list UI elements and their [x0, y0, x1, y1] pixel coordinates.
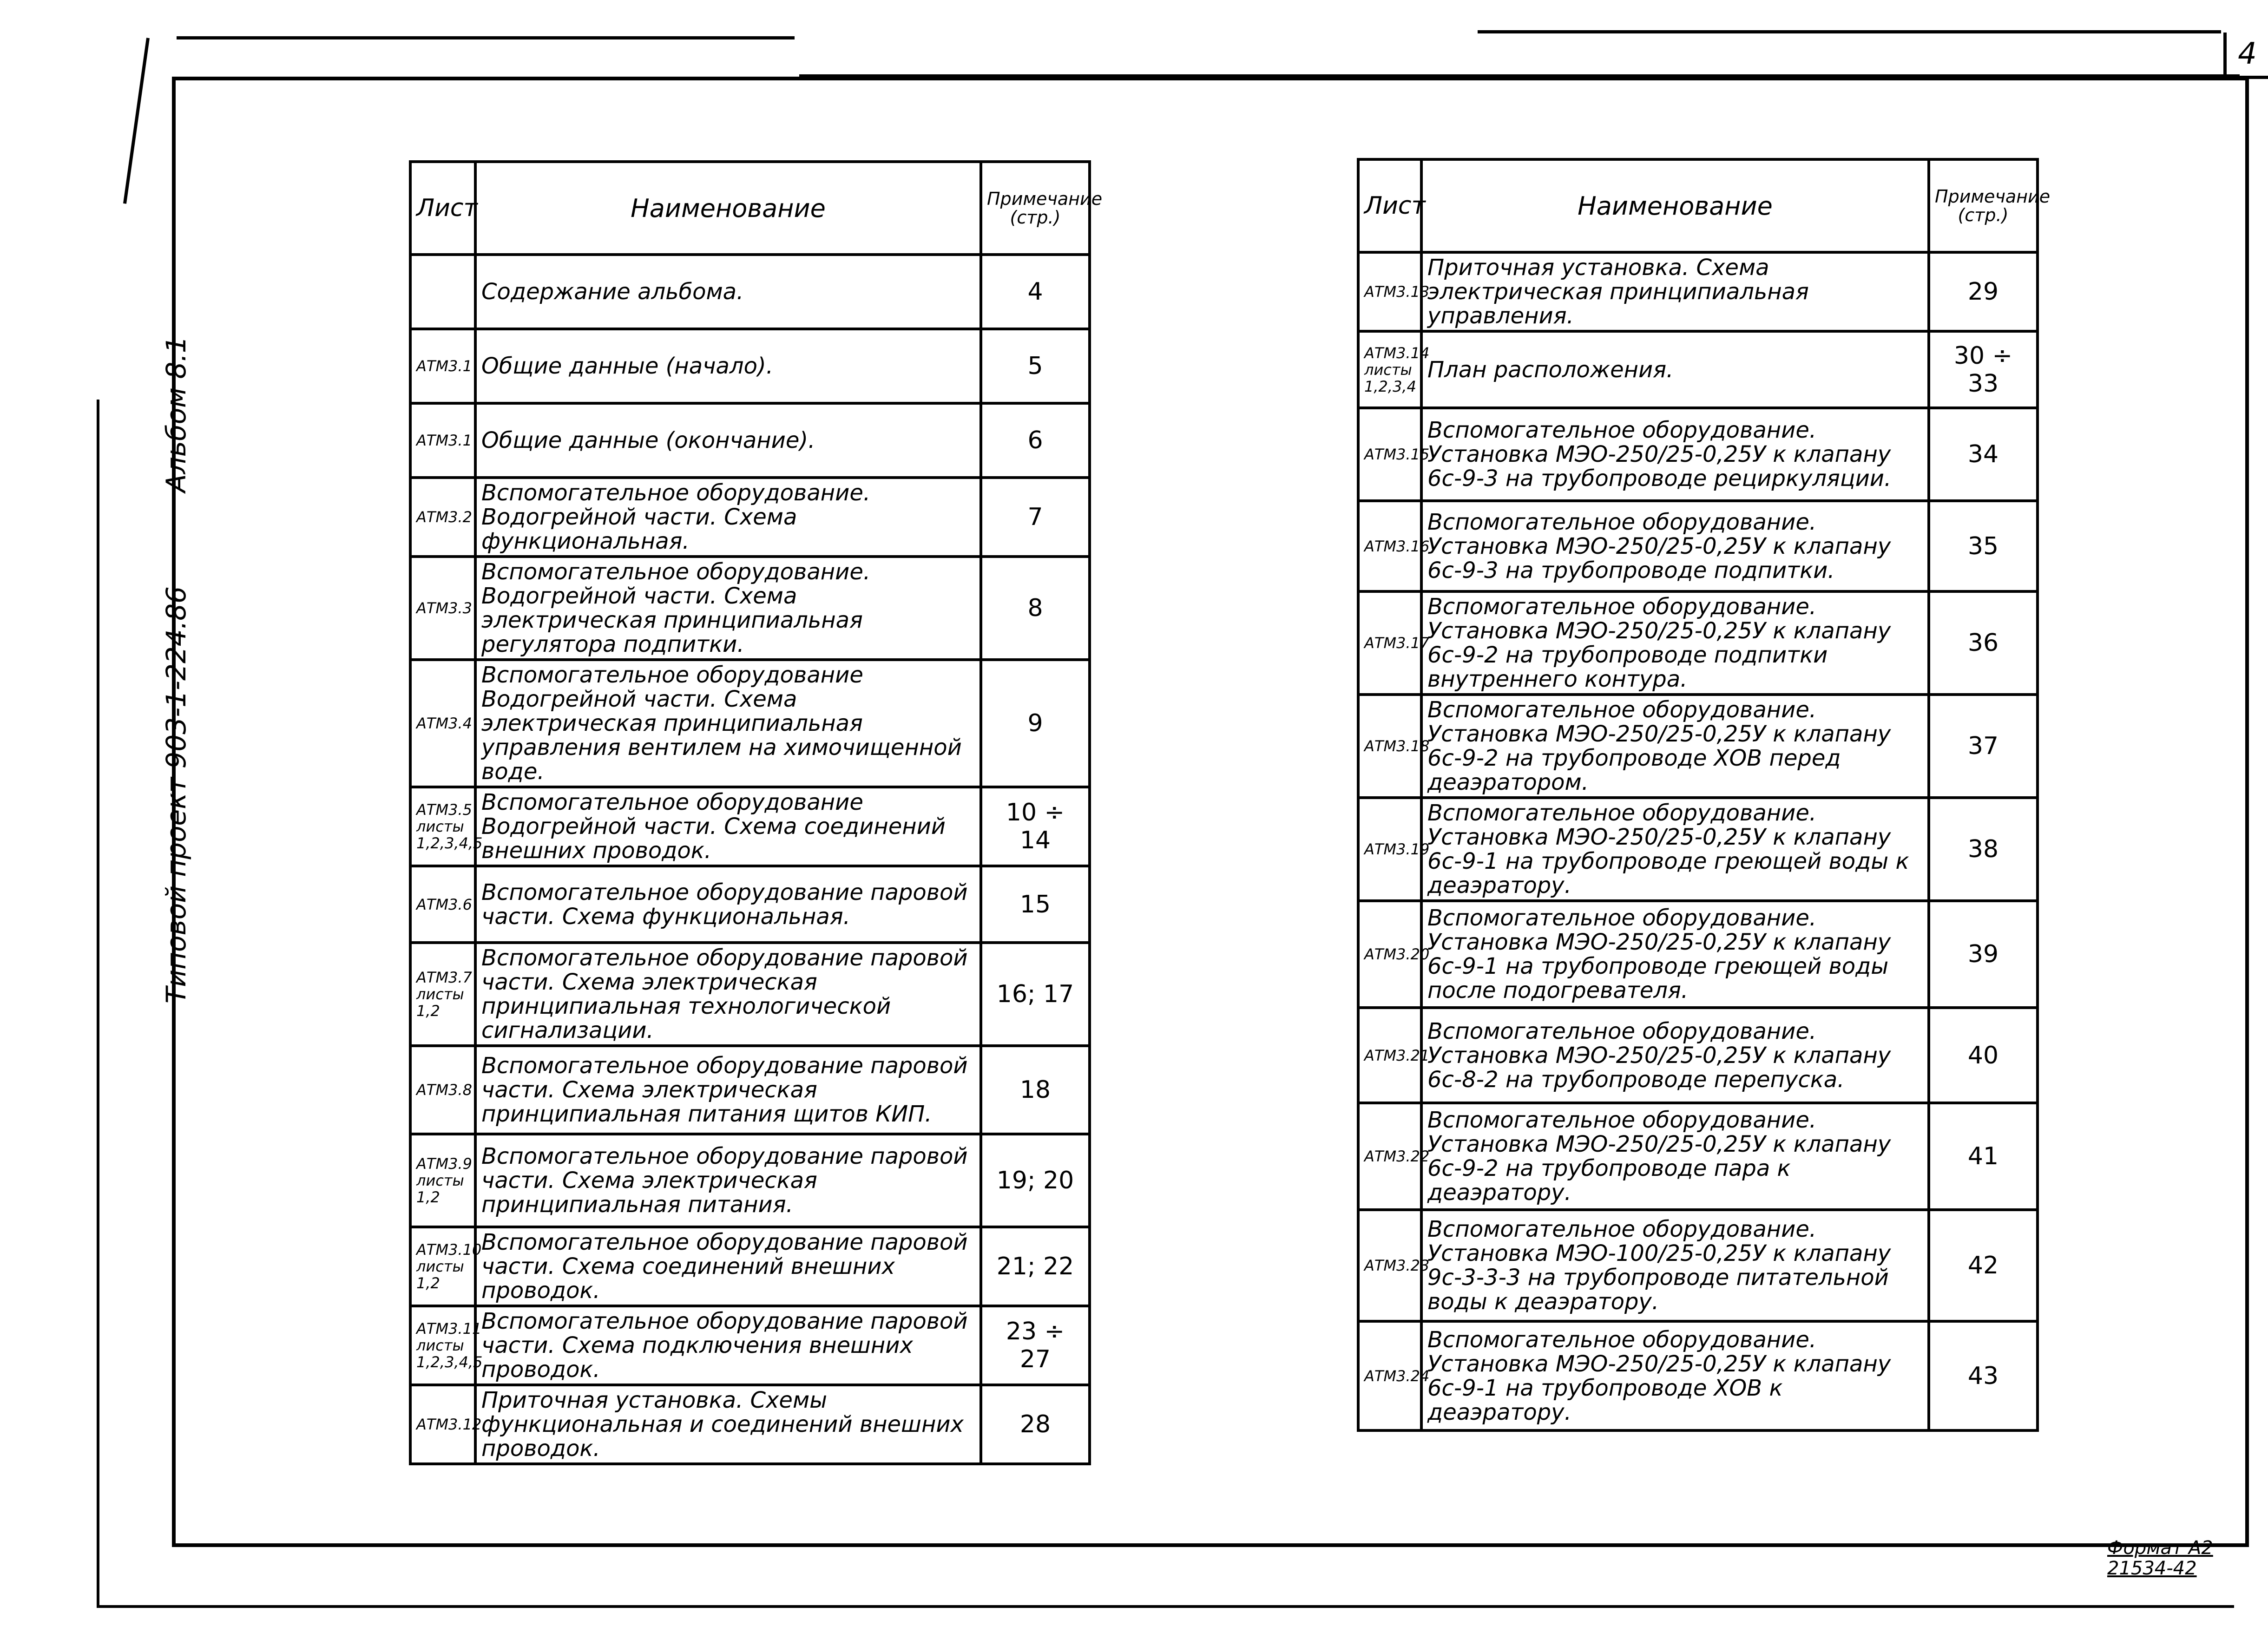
- name-cell: Вспомогательное оборудование паровой части. Схема подключения внешних проводок.: [475, 1306, 981, 1385]
- note-cell: 7: [981, 478, 1090, 557]
- name-cell: Вспомогательное оборудование. Установка МЭО-100/25-0,25У к клапану 9с-3-3-3 на трубопроводе питательной воды к деаэратору.: [1421, 1210, 1929, 1321]
- table-header-row: [1358, 159, 2038, 252]
- name-cell: Вспомогательное оборудование паровой части. Схема электрическая принципиальная питания.: [475, 1134, 981, 1227]
- sheet-cell: АТМ3.15: [1358, 408, 1421, 501]
- table-row: [410, 329, 1090, 403]
- name-cell: Вспомогательное оборудование. Установка МЭО-250/25-0,25У к клапану 6с-9-2 на трубопроводе ХОВ перед деаэратором.: [1421, 695, 1929, 798]
- top-border-line-right: [1478, 30, 2221, 33]
- table-row: [410, 403, 1090, 478]
- table-row: [1358, 408, 2038, 501]
- note-cell: 15: [981, 866, 1090, 943]
- left-edge-line: [97, 400, 99, 1607]
- name-cell: Вспомогательное оборудование Водогрейной части. Схема электрическая принципиальная управления вентилем на химочищенной воде.: [475, 660, 981, 787]
- note-cell: 18: [981, 1046, 1090, 1134]
- table-row: [410, 787, 1090, 866]
- name-cell: Вспомогательное оборудование паровой части. Схема соединений внешних проводок.: [475, 1227, 981, 1306]
- sheet-cell: АТМ3.14 листы 1,2,3,4: [1358, 331, 1421, 408]
- note-cell: 6: [981, 403, 1090, 478]
- name-cell: Вспомогательное оборудование. Установка МЭО-250/25-0,25У к клапану 6с-8-2 на трубопроводе перепуска.: [1421, 1008, 1929, 1103]
- note-cell: 10 ÷ 14: [981, 787, 1090, 866]
- sheet-cell: АТМ3.20: [1358, 901, 1421, 1008]
- name-cell: Вспомогательное оборудование. Установка МЭО-250/25-0,25У к клапану 6с-9-3 на трубопроводе подпитки.: [1421, 501, 1929, 591]
- project-title: Типовой проект 903-1-224.86: [160, 586, 192, 1003]
- table-row: [1358, 1008, 2038, 1103]
- sheet-cell: [410, 255, 475, 329]
- sheet-cell: АТМ3.22: [1358, 1103, 1421, 1210]
- header-name: Наименование: [475, 162, 981, 255]
- sheet-cell: АТМ3.1: [410, 403, 475, 478]
- note-cell: 38: [1929, 798, 2038, 901]
- contents-table-left: [409, 160, 1103, 1465]
- name-cell: Вспомогательное оборудование. Установка МЭО-250/25-0,25У к клапану 6с-9-2 на трубопроводе подпитки внутреннего контура.: [1421, 591, 1929, 695]
- note-cell: 9: [981, 660, 1090, 787]
- note-cell: 19; 20: [981, 1134, 1090, 1227]
- table-row: [1358, 1210, 2038, 1321]
- drawing-code: 21534-42: [2107, 1558, 2197, 1579]
- sheet-number-box: [2223, 33, 2268, 79]
- sheet-cell: АТМ3.12: [410, 1385, 475, 1464]
- table-row: [410, 1385, 1090, 1464]
- table-row: [410, 1306, 1090, 1385]
- album-title: Альбом 8.1: [160, 336, 192, 492]
- header-sheet: Лист: [410, 162, 475, 255]
- table-row: [410, 255, 1090, 329]
- table-row: [1358, 591, 2038, 695]
- header-note-line1: Примечание: [987, 189, 1103, 209]
- name-cell: План расположения.: [1421, 331, 1929, 408]
- format-label: Формат А2: [2107, 1537, 2213, 1559]
- table-row: [410, 1134, 1090, 1227]
- header-sheet: Лист: [1358, 159, 1421, 252]
- sheet-cell: АТМ3.16: [1358, 501, 1421, 591]
- note-cell: 41: [1929, 1103, 2038, 1210]
- note-cell: 8: [981, 557, 1090, 660]
- name-cell: Приточная установка. Схема электрическая принципиальная управления.: [1421, 252, 1929, 331]
- note-cell: 30 ÷ 33: [1929, 331, 2038, 408]
- note-cell: 21; 22: [981, 1227, 1090, 1306]
- table-row: [410, 943, 1090, 1046]
- sheet-cell: АТМ3.1: [410, 329, 475, 403]
- table-header-row: [410, 162, 1090, 255]
- name-cell: Вспомогательное оборудование. Установка МЭО-250/25-0,25У к клапану 6с-9-1 на трубопроводе греющей воды после подогревателя.: [1421, 901, 1929, 1008]
- sheet-cell: АТМ3.7 листы 1,2: [410, 943, 475, 1046]
- note-cell: 28: [981, 1385, 1090, 1464]
- sheet-cell: АТМ3.6: [410, 866, 475, 943]
- note-cell: 37: [1929, 695, 2038, 798]
- sheet-cell: АТМ3.5 листы 1,2,3,4,5: [410, 787, 475, 866]
- bottom-edge-line: [97, 1605, 2234, 1608]
- table-row: [1358, 695, 2038, 798]
- header-note-line2: (стр.): [1958, 205, 2009, 225]
- table-row: [1358, 501, 2038, 591]
- sheet-cell: АТМ3.18: [1358, 695, 1421, 798]
- note-cell: 29: [1929, 252, 2038, 331]
- sheet-cell: АТМ3.21: [1358, 1008, 1421, 1103]
- name-cell: Вспомогательное оборудование паровой части. Схема электрическая принципиальная технологической сигнализации.: [475, 943, 981, 1046]
- name-cell: Вспомогательное оборудование. Водогрейной части. Схема функциональная.: [475, 478, 981, 557]
- note-cell: 36: [1929, 591, 2038, 695]
- table-row: [1358, 1103, 2038, 1210]
- note-cell: 35: [1929, 501, 2038, 591]
- name-cell: Вспомогательное оборудование. Установка МЭО-250/25-0,25У к клапану 6с-9-1 на трубопроводе греющей воды к деаэратору.: [1421, 798, 1929, 901]
- name-cell: Общие данные (начало).: [475, 329, 981, 403]
- sheet-cell: АТМ3.2: [410, 478, 475, 557]
- name-cell: Содержание альбома.: [475, 255, 981, 329]
- sheet-cell: АТМ3.3: [410, 557, 475, 660]
- header-note: [1929, 159, 2051, 252]
- table-row: [410, 660, 1090, 787]
- note-cell: 40: [1929, 1008, 2038, 1103]
- name-cell: Приточная установка. Схемы функциональная и соединений внешних проводок.: [475, 1385, 981, 1464]
- table-row: [1358, 1321, 2038, 1430]
- sheet-cell: АТМ3.23: [1358, 1210, 1421, 1321]
- name-cell: Вспомогательное оборудование Водогрейной части. Схема соединений внешних проводок.: [475, 787, 981, 866]
- table-row: [410, 1046, 1090, 1134]
- name-cell: Вспомогательное оборудование. Водогрейной части. Схема электрическая принципиальная регулятора подпитки.: [475, 557, 981, 660]
- name-cell: Вспомогательное оборудование. Установка МЭО-250/25-0,25У к клапану 6с-9-1 на трубопроводе ХОВ к деаэратору.: [1421, 1321, 1929, 1430]
- table-row: [1358, 252, 2038, 331]
- note-cell: 43: [1929, 1321, 2038, 1430]
- header-note-line1: Примечание: [1935, 186, 2051, 207]
- note-cell: 39: [1929, 901, 2038, 1008]
- name-cell: Вспомогательное оборудование. Установка МЭО-250/25-0,25У к клапану 6с-9-2 на трубопроводе пара к деаэратору.: [1421, 1103, 1929, 1210]
- note-cell: 16; 17: [981, 943, 1090, 1046]
- sheet-cell: АТМ3.8: [410, 1046, 475, 1134]
- table-row: [410, 866, 1090, 943]
- format-stamp: [2107, 1538, 2213, 1579]
- note-cell: 34: [1929, 408, 2038, 501]
- note-cell: 42: [1929, 1210, 2038, 1321]
- name-cell: Вспомогательное оборудование паровой части. Схема электрическая принципиальная питания щитов КИП.: [475, 1046, 981, 1134]
- binding-line: [123, 38, 150, 203]
- sheet-cell: АТМ3.17: [1358, 591, 1421, 695]
- name-cell: Общие данные (окончание).: [475, 403, 981, 478]
- name-cell: Вспомогательное оборудование паровой части. Схема функциональная.: [475, 866, 981, 943]
- sheet-cell: АТМ3.13: [1358, 252, 1421, 331]
- top-border-line-left: [177, 36, 795, 39]
- header-note-line2: (стр.): [1010, 207, 1061, 228]
- sheet-cell: АТМ3.9 листы 1,2: [410, 1134, 475, 1227]
- table-row: [410, 478, 1090, 557]
- table-row: [1358, 798, 2038, 901]
- note-cell: 23 ÷ 27: [981, 1306, 1090, 1385]
- table-row: [410, 1227, 1090, 1306]
- sheet-cell: АТМ3.4: [410, 660, 475, 787]
- sheet-cell: АТМ3.24: [1358, 1321, 1421, 1430]
- header-note: [981, 162, 1103, 255]
- table-row: [410, 557, 1090, 660]
- note-cell: 5: [981, 329, 1090, 403]
- sheet-cell: АТМ3.19: [1358, 798, 1421, 901]
- note-cell: 4: [981, 255, 1090, 329]
- sheet-cell: АТМ3.10 листы 1,2: [410, 1227, 475, 1306]
- sheet-cell: АТМ3.11 листы 1,2,3,4,5: [410, 1306, 475, 1385]
- name-cell: Вспомогательное оборудование. Установка МЭО-250/25-0,25У к клапану 6с-9-3 на трубопроводе рециркуляции.: [1421, 408, 1929, 501]
- table-row: [1358, 331, 2038, 408]
- contents-table-right: [1357, 158, 2051, 1432]
- table-row: [1358, 901, 2038, 1008]
- header-name: Наименование: [1421, 159, 1929, 252]
- sheet-number: 4: [2238, 37, 2257, 71]
